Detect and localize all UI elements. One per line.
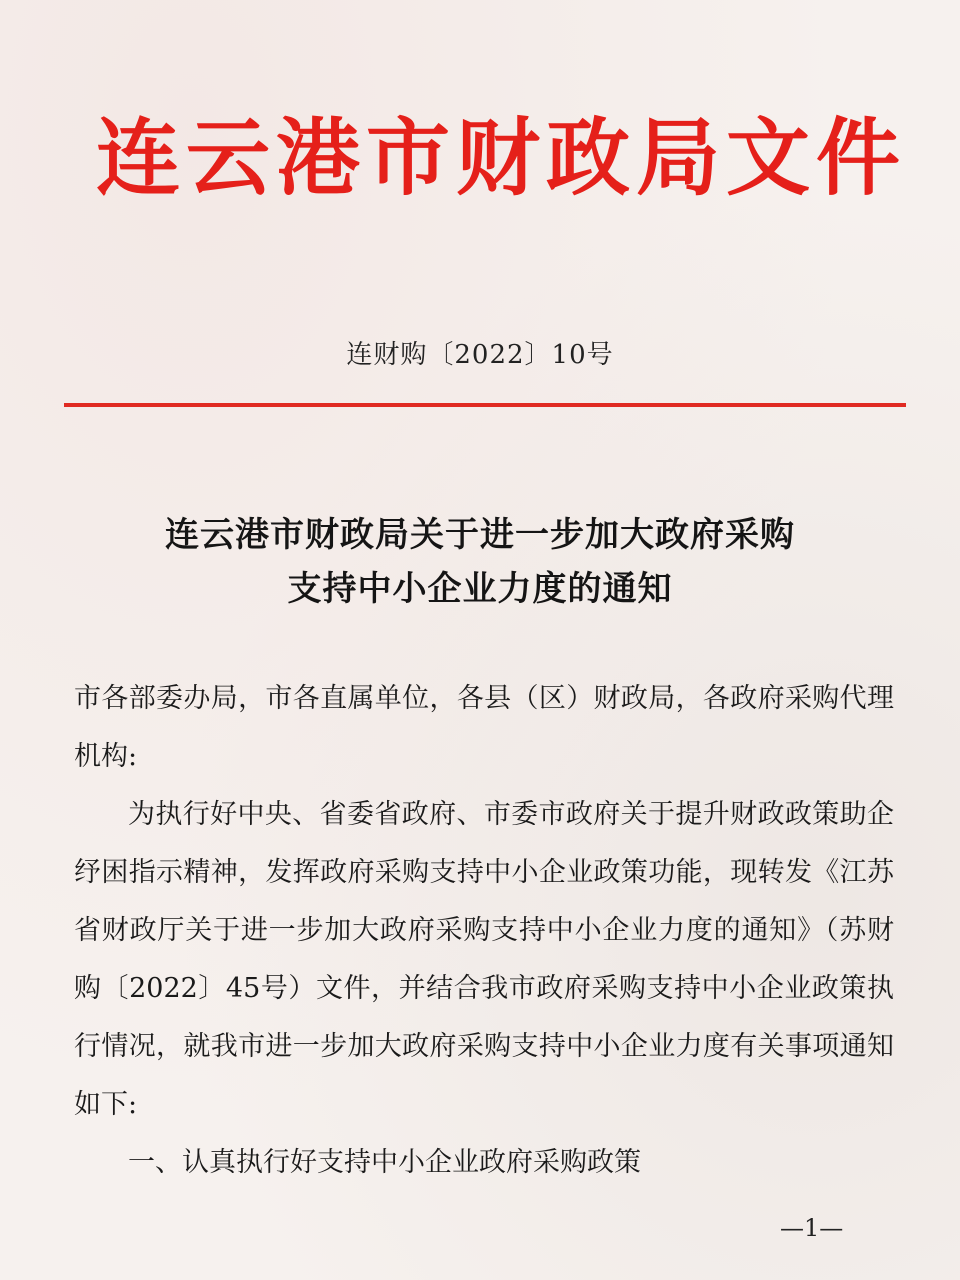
notice-title-line-1: 连云港市财政局关于进一步加大政府采购 — [165, 515, 795, 555]
addressee-paragraph: 市各部委办局，市各直属单位，各县（区）财政局，各政府采购代理机构: — [74, 683, 894, 772]
page-number: —1— — [780, 1214, 844, 1242]
document-header-title: 连云港市财政局文件 — [96, 109, 907, 207]
document-body — [74, 670, 894, 1192]
notice-title-line-2: 支持中小企业力度的通知 — [287, 569, 673, 609]
notice-title — [0, 508, 960, 616]
body-paragraph-1: 为执行好中央、省委省政府、市委市政府关于提升财政政策助企纾困指示精神，发挥政府采购支持中小企业政策功能，现转发《江苏省财政厅关于进一步加大政府采购支持中小企业力度的通知》（苏财购〔2022〕45号）文件，并结合我市政府采购支持中小企业政策执行情况，就我市进一步加大政府采购支持中小企业力度有关事项通知如下: — [74, 799, 894, 1120]
red-divider-line — [64, 403, 906, 407]
document-number: 连财购〔2022〕10号 — [346, 340, 614, 370]
section-heading-1: 一、认真执行好支持中小企业政府采购政策 — [128, 1147, 641, 1178]
